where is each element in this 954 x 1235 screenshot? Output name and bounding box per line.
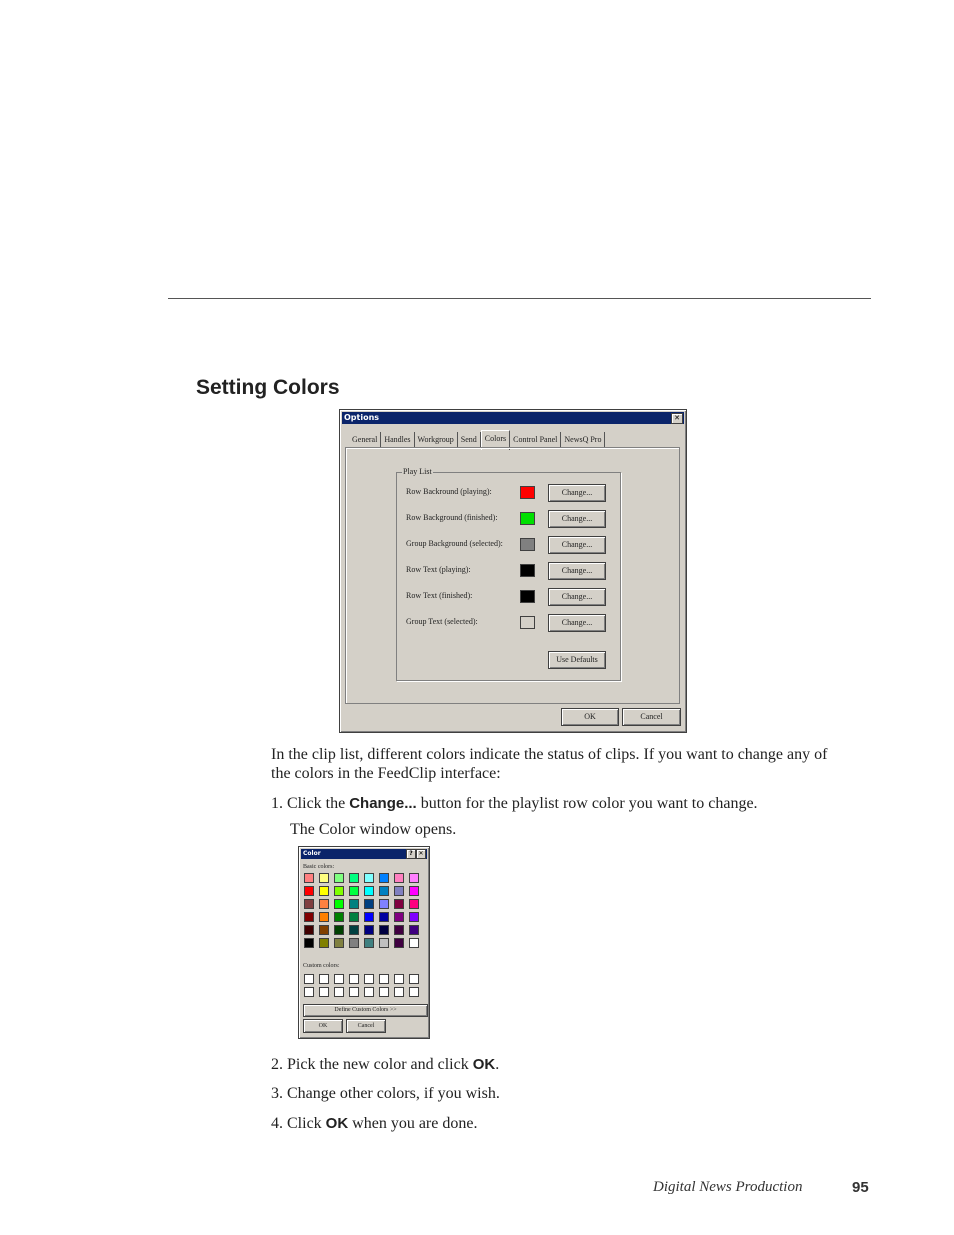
change-button-group-text[interactable]: Change... [548, 614, 606, 632]
page-number: 95 [852, 1179, 869, 1196]
options-title: Options [344, 413, 380, 422]
basic-color-swatch[interactable] [364, 925, 374, 935]
tab-handles[interactable]: Handles [381, 432, 414, 447]
basic-color-swatch[interactable] [364, 886, 374, 896]
close-icon[interactable]: ✕ [671, 413, 683, 424]
step-1-bold: Change... [349, 795, 417, 812]
use-defaults-button[interactable]: Use Defaults [548, 651, 606, 669]
step-1-number: 1. [271, 795, 283, 812]
basic-color-swatch[interactable] [319, 873, 329, 883]
step-2 [271, 1055, 831, 1074]
custom-color-swatch[interactable] [364, 987, 374, 997]
custom-color-swatch[interactable] [304, 974, 314, 984]
basic-color-swatch[interactable] [364, 873, 374, 883]
basic-color-swatch[interactable] [409, 899, 419, 909]
basic-color-swatch[interactable] [334, 938, 344, 948]
row-label-background-playing: Row Backround (playing): [406, 487, 492, 496]
basic-color-swatch[interactable] [379, 886, 389, 896]
row-label-text-playing: Row Text (playing): [406, 565, 471, 574]
basic-color-swatch[interactable] [304, 912, 314, 922]
basic-color-swatch[interactable] [394, 899, 404, 909]
cancel-button[interactable]: Cancel [622, 708, 681, 726]
custom-color-swatch[interactable] [349, 987, 359, 997]
basic-color-swatch[interactable] [349, 899, 359, 909]
basic-color-swatch[interactable] [334, 886, 344, 896]
basic-color-swatch[interactable] [394, 925, 404, 935]
basic-color-swatch[interactable] [334, 873, 344, 883]
step-4 [271, 1114, 831, 1133]
custom-colors-grid [304, 974, 419, 997]
change-button-text-finished[interactable]: Change... [548, 588, 606, 606]
color-ok-button[interactable]: OK [303, 1019, 343, 1033]
color-title: Color [303, 850, 321, 857]
step-4-bold: OK [325, 1115, 349, 1132]
change-button-group-background[interactable]: Change... [548, 536, 606, 554]
custom-color-swatch[interactable] [319, 987, 329, 997]
basic-color-swatch[interactable] [409, 873, 419, 883]
custom-color-swatch[interactable] [379, 974, 389, 984]
row-label-text-finished: Row Text (finished): [406, 591, 473, 600]
intro-paragraph: In the clip list, different colors indicate the status of clips. If you want to change any of the colors in the FeedClip interface: [271, 746, 828, 782]
custom-color-swatch[interactable] [319, 974, 329, 984]
basic-color-swatch[interactable] [334, 912, 344, 922]
basic-color-swatch[interactable] [319, 899, 329, 909]
color-cancel-button[interactable]: Cancel [346, 1019, 386, 1033]
basic-color-swatch[interactable] [379, 925, 389, 935]
basic-color-swatch[interactable] [304, 886, 314, 896]
basic-color-swatch[interactable] [349, 938, 359, 948]
tab-control-panel[interactable]: Control Panel [510, 432, 561, 447]
basic-color-swatch[interactable] [349, 925, 359, 935]
basic-colors-grid [304, 873, 419, 948]
basic-color-swatch[interactable] [319, 886, 329, 896]
basic-color-swatch[interactable] [379, 912, 389, 922]
step-4-pre: Click [287, 1115, 326, 1132]
basic-color-swatch[interactable] [409, 886, 419, 896]
basic-color-swatch[interactable] [334, 925, 344, 935]
swatch-text-finished [520, 590, 535, 603]
step-2-post: . [495, 1056, 500, 1073]
basic-color-swatch[interactable] [364, 899, 374, 909]
step-2-pre: Pick the new color and click [287, 1056, 473, 1073]
custom-color-swatch[interactable] [409, 974, 419, 984]
swatch-text-playing [520, 564, 535, 577]
custom-color-swatch[interactable] [409, 987, 419, 997]
basic-color-swatch[interactable] [349, 873, 359, 883]
custom-color-swatch[interactable] [394, 987, 404, 997]
step-1-result: The Color window opens. [290, 821, 457, 838]
custom-color-swatch[interactable] [364, 974, 374, 984]
color-titlebar [301, 849, 427, 859]
step-1-post: button for the playlist row color you want to change. [416, 795, 758, 812]
tab-colors[interactable]: Colors [481, 430, 510, 450]
custom-color-swatch[interactable] [334, 974, 344, 984]
basic-color-swatch[interactable] [364, 912, 374, 922]
step-4-post: when you are done. [348, 1115, 478, 1132]
basic-color-swatch[interactable] [319, 938, 329, 948]
change-button-text-playing[interactable]: Change... [548, 562, 606, 580]
basic-color-swatch[interactable] [304, 925, 314, 935]
row-label-group-text: Group Text (selected): [406, 617, 478, 626]
row-label-group-background: Group Background (selected): [406, 539, 503, 548]
basic-color-swatch[interactable] [379, 873, 389, 883]
options-tabs [349, 432, 605, 448]
color-close-icon[interactable]: ✕ [416, 849, 426, 859]
tab-newsq-pro[interactable]: NewsQ Pro [561, 432, 605, 447]
basic-color-swatch[interactable] [319, 925, 329, 935]
swatch-background-playing [520, 486, 535, 499]
step-3-text: Change other colors, if you wish. [287, 1085, 500, 1102]
basic-color-swatch[interactable] [304, 899, 314, 909]
custom-colors-label: Custom colors: [303, 963, 340, 969]
swatch-group-text [520, 616, 535, 629]
basic-color-swatch[interactable] [409, 912, 419, 922]
custom-color-swatch[interactable] [394, 974, 404, 984]
custom-color-swatch[interactable] [349, 974, 359, 984]
tab-send[interactable]: Send [458, 432, 481, 447]
header-rule [168, 298, 871, 299]
swatch-group-background [520, 538, 535, 551]
basic-color-swatch[interactable] [394, 873, 404, 883]
basic-color-swatch[interactable] [394, 938, 404, 948]
options-titlebar [342, 412, 684, 424]
row-label-background-finished: Row Background (finished): [406, 513, 498, 522]
step-1-pre: Click the [287, 795, 350, 812]
basic-color-swatch[interactable] [334, 899, 344, 909]
custom-color-swatch[interactable] [334, 987, 344, 997]
change-button-background-playing[interactable]: Change... [548, 484, 606, 502]
basic-colors-label: Basic colors: [303, 864, 335, 870]
footer-title: Digital News Production [653, 1179, 803, 1195]
basic-color-swatch[interactable] [394, 912, 404, 922]
define-custom-colors-button[interactable]: Define Custom Colors >> [303, 1004, 428, 1017]
step-3 [271, 1084, 831, 1103]
step-2-number: 2. [271, 1056, 283, 1073]
help-icon[interactable]: ? [406, 849, 416, 859]
basic-color-swatch[interactable] [379, 938, 389, 948]
ok-button[interactable]: OK [561, 708, 619, 726]
change-button-background-finished[interactable]: Change... [548, 510, 606, 528]
step-1 [271, 794, 831, 813]
basic-color-swatch[interactable] [304, 938, 314, 948]
basic-color-swatch[interactable] [349, 912, 359, 922]
step-2-bold: OK [472, 1056, 496, 1073]
custom-color-swatch[interactable] [379, 987, 389, 997]
swatch-background-finished [520, 512, 535, 525]
basic-color-swatch[interactable] [379, 899, 389, 909]
basic-color-swatch[interactable] [394, 886, 404, 896]
section-heading: Setting Colors [196, 376, 340, 399]
basic-color-swatch[interactable] [319, 912, 329, 922]
basic-color-swatch[interactable] [409, 938, 419, 948]
basic-color-swatch[interactable] [409, 925, 419, 935]
basic-color-swatch[interactable] [364, 938, 374, 948]
play-list-label: Play List [403, 467, 432, 476]
tab-workgroup[interactable]: Workgroup [415, 432, 458, 447]
tab-general[interactable]: General [349, 432, 381, 447]
step-3-number: 3. [271, 1085, 283, 1102]
custom-color-swatch[interactable] [304, 987, 314, 997]
basic-color-swatch[interactable] [349, 886, 359, 896]
basic-color-swatch[interactable] [304, 873, 314, 883]
step-4-number: 4. [271, 1115, 283, 1132]
